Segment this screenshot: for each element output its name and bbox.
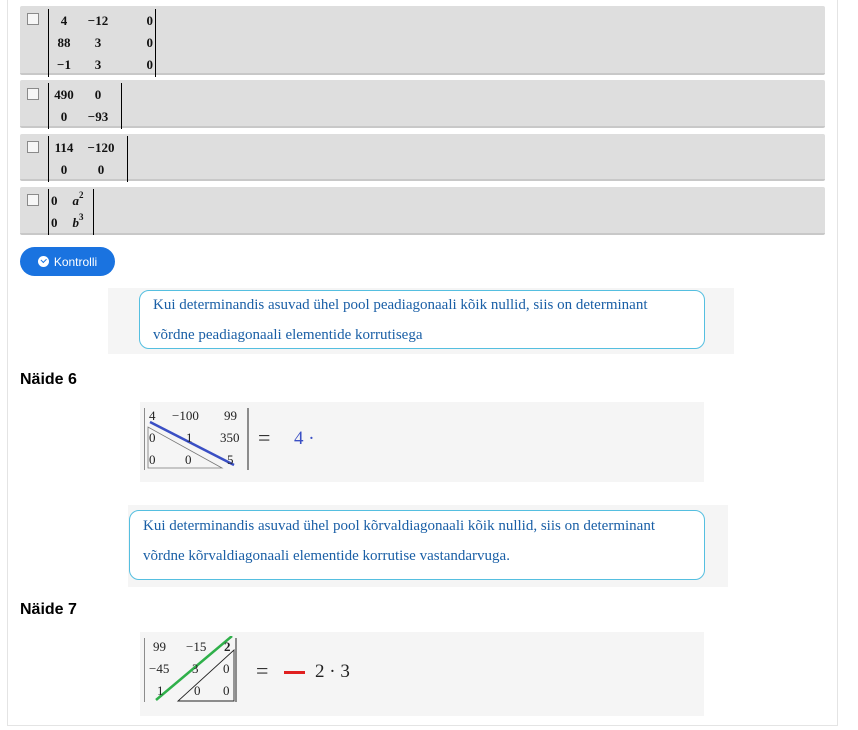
- example-6-determinant: [144, 408, 250, 470]
- option-checkbox[interactable]: [27, 13, 39, 25]
- matrix-cell: 3: [94, 35, 102, 50]
- option-checkbox[interactable]: [27, 141, 39, 153]
- matrix-cell: 0: [51, 193, 58, 208]
- matrix-cell: 99: [224, 408, 237, 423]
- option-determinant: [48, 83, 122, 129]
- minus-sign-red: [284, 671, 305, 674]
- matrix-cell: −1: [57, 57, 71, 72]
- matrix-cell: 0: [97, 162, 105, 177]
- matrix-variable: b: [72, 215, 79, 230]
- matrix-exponent: 3: [79, 212, 84, 222]
- matrix-cell: 0: [149, 452, 156, 467]
- matrix-cell: −45: [149, 661, 170, 676]
- check-circle-icon: [38, 256, 49, 267]
- matrix-cell: 0: [51, 215, 58, 230]
- matrix-cell: 0: [146, 35, 153, 50]
- example-6-heading: Näide 6: [20, 371, 77, 388]
- answer-option-2[interactable]: [20, 80, 825, 128]
- check-button-label: Kontrolli: [53, 254, 98, 269]
- example-7-result: 2 · 3: [315, 661, 350, 682]
- matrix-cell: 1: [157, 683, 164, 698]
- rule-text-line: Kui determinandis asuvad ühel pool kõrvaldiagonaali kõik nullid, siis on determinant: [143, 518, 655, 534]
- example-7-heading: Näide 7: [20, 601, 77, 618]
- matrix-cell: 0: [194, 683, 201, 698]
- matrix-cell: [65, 212, 91, 234]
- matrix-cell: [65, 190, 91, 212]
- rule-box-main-diagonal: [139, 290, 705, 349]
- option-checkbox[interactable]: [27, 194, 39, 206]
- matrix-cell: 3: [192, 661, 199, 676]
- matrix-cell: 0: [185, 452, 192, 467]
- matrix-cell: 0: [60, 109, 68, 124]
- matrix-cell: 0: [60, 162, 68, 177]
- matrix-cell: 0: [223, 683, 230, 698]
- rule-text-line: Kui determinandis asuvad ühel pool peadiagonaali kõik nullid, siis on determinant: [153, 297, 648, 313]
- rule-text-line: võrdne peadiagonaali elementide korrutisega: [153, 327, 423, 343]
- matrix-cell: −12: [87, 13, 109, 28]
- matrix-cell: 5: [227, 452, 234, 467]
- matrix-cell: −120: [87, 140, 115, 155]
- check-button[interactable]: [20, 247, 115, 276]
- equals-sign: =: [258, 425, 271, 450]
- matrix-cell: 0: [149, 430, 156, 445]
- option-determinant: [48, 136, 128, 182]
- option-determinant: [48, 9, 156, 77]
- matrix-cell: 1: [186, 430, 193, 445]
- matrix-cell: 0: [146, 13, 153, 28]
- matrix-cell: 3: [94, 57, 102, 72]
- matrix-cell: 0: [146, 57, 153, 72]
- matrix-cell: 490: [54, 87, 74, 102]
- matrix-cell: 350: [220, 430, 240, 445]
- matrix-cell: 0: [223, 661, 230, 676]
- matrix-exponent: 2: [79, 190, 84, 200]
- matrix-cell: −93: [87, 109, 109, 124]
- matrix-cell: −15: [186, 639, 207, 654]
- option-checkbox[interactable]: [27, 88, 39, 100]
- answer-option-4[interactable]: [20, 187, 825, 235]
- answer-option-3[interactable]: [20, 134, 825, 181]
- matrix-cell: 114: [54, 140, 74, 155]
- matrix-variable: a: [72, 193, 79, 208]
- matrix-cell: 99: [153, 639, 166, 654]
- matrix-cell: 4: [60, 13, 68, 28]
- rule-text-line: võrdne kõrvaldiagonaali elementide korrutise vastandarvuga.: [143, 548, 510, 564]
- answer-option-1[interactable]: [20, 6, 825, 75]
- option-determinant: [48, 189, 94, 235]
- matrix-cell: 2: [224, 639, 231, 654]
- equals-sign: =: [256, 658, 269, 683]
- rule-box-anti-diagonal: [129, 510, 705, 580]
- example-6-result: 4 ·: [294, 428, 315, 449]
- matrix-cell: 0: [94, 87, 102, 102]
- matrix-cell: 4: [149, 408, 156, 423]
- matrix-cell: −100: [172, 408, 199, 423]
- example-7-determinant: [144, 636, 240, 704]
- matrix-cell: 88: [57, 35, 71, 50]
